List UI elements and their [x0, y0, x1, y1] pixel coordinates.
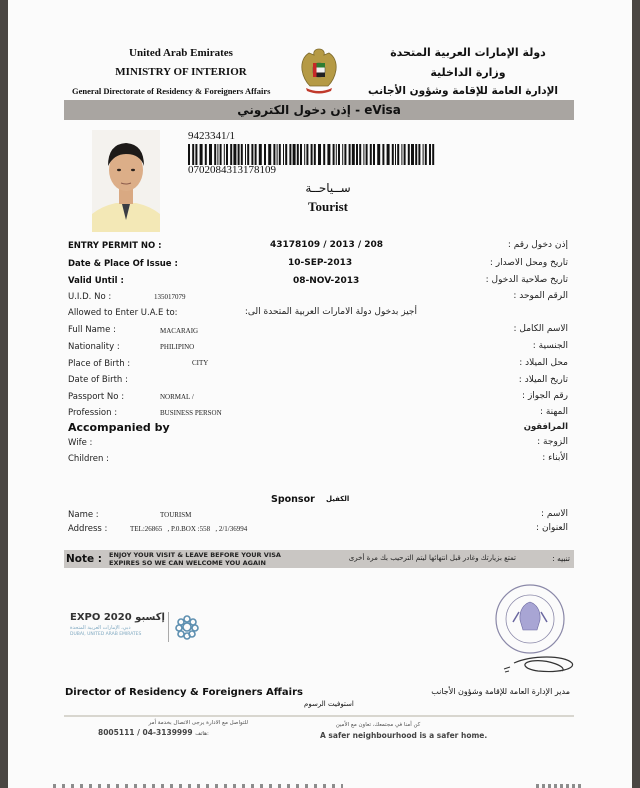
field-label-ar-place-of-birth: محل الميلاد : [519, 358, 568, 368]
expo-title: EXPO 2020 [70, 612, 132, 623]
sponsor-title-ar: الكفيل [326, 495, 350, 503]
director-title-en: Director of Residency & Foreigners Affairs [65, 687, 303, 698]
barcode-bar [423, 144, 424, 165]
barcode-bar [297, 144, 299, 165]
field-value-issue-date: 10-SEP-2013 [288, 258, 353, 268]
barcode-bar [268, 144, 271, 165]
field-label-allowed-to-enter: Allowed to Enter U.A.E to: [68, 308, 178, 318]
field-value-place-of-birth: CITY [192, 359, 209, 367]
barcode-bar [293, 144, 296, 165]
barcode-bar [259, 144, 262, 165]
print-footer-url-clipped [53, 784, 343, 788]
field-label-nationality: Nationality : [68, 342, 120, 352]
field-label-valid-until: Valid Until : [68, 276, 124, 286]
barcode-bar [195, 144, 197, 165]
barcode-bar [255, 144, 257, 165]
barcode-bar [217, 144, 218, 165]
barcode-bar [323, 144, 325, 165]
sponsor-address-value: TEL:26865 , P.0.BOX :558 , 2/1/36994 [130, 525, 248, 533]
footer-phone-number: 8005111 / 04-3139999 [98, 728, 193, 737]
barcode-bar [279, 144, 281, 165]
footer-contact-ar: للتواصل مع الادارة يرجى الاتصال بخدمة أمر [148, 720, 248, 726]
field-label-ar-uid: الرقم الموحد : [513, 291, 568, 301]
barcode-bottom-number: 0702084313178109 [188, 164, 276, 176]
field-label-profession: Profession : [68, 408, 118, 418]
field-label-ar-entry-permit: إذن دخول رقم : [507, 240, 568, 250]
barcode-bar [333, 144, 335, 165]
header-en-country: United Arab Emirates [129, 47, 233, 59]
barcode-bar [277, 144, 278, 165]
barcode-bar [342, 144, 343, 165]
barcode-bar [241, 144, 243, 165]
fees-paid-ar: استوفيت الرسوم [304, 700, 354, 708]
official-stamp-icon [489, 582, 571, 660]
barcode-bar [411, 144, 414, 165]
expo-sub-en: DUBAI, UNITED ARAB EMIRATES [70, 632, 142, 637]
barcode-bar [311, 144, 313, 165]
barcode-bar [366, 144, 368, 165]
barcode-bar [349, 144, 351, 165]
accompanied-title: Accompanied by [68, 421, 170, 434]
barcode-bar [273, 144, 275, 165]
header-en-directorate: General Directorate of Residency & Foreigners Affairs [72, 86, 271, 96]
field-label-ar-passport-no: رقم الجواز : [522, 391, 568, 401]
expo-sub-ar: دبي، الإمارات العربية المتحدة [70, 625, 131, 631]
sponsor-name-value: TOURISM [160, 511, 192, 519]
barcode-bar [251, 144, 253, 165]
header-ar-directorate: الإدارة العامة للإقامة وشؤون الأجانب [367, 85, 559, 97]
sponsor-name-label-ar: الاسم : [540, 509, 568, 519]
field-label-ar-date-of-birth: تاريخ الميلاد : [518, 375, 568, 385]
barcode-bar [395, 144, 396, 165]
evisa-document [8, 0, 632, 788]
field-label-issue-date: Date & Place Of Issue : [68, 259, 178, 269]
director-title-ar: مدير الإدارة العامة للإقامة وشؤون الأجانب [431, 687, 570, 696]
footer-slogan-en: A safer neighbourhood is a safer home. [320, 731, 488, 740]
barcode-bar [285, 144, 287, 165]
field-label-date-of-birth: Date of Birth : [68, 375, 128, 385]
children-label-ar: الأبناء : [542, 453, 568, 463]
signature-icon [502, 653, 582, 681]
sponsor-name-label: Name : [68, 510, 99, 520]
field-value-nationality: PHILIPINO [160, 343, 195, 351]
barcode-bar [314, 144, 316, 165]
note-text-en-line1: ENJOY YOUR VISIT & LEAVE BEFORE YOUR VISA [109, 551, 281, 559]
note-text-ar: تمتع بزيارتك وغادر قبل انتهائها ليتم الترحيب بك مرة أخرى [348, 554, 516, 562]
accompanied-title-ar: المرافقون [523, 422, 568, 432]
header-ar-ministry: وزارة الداخلية [430, 66, 506, 79]
barcode-bar [209, 144, 212, 165]
note-text-en [109, 551, 281, 567]
barcode-bar [344, 144, 346, 165]
sponsor-title: Sponsor [271, 494, 315, 505]
field-label-full-name: Full Name : [68, 325, 116, 335]
barcode-bar [425, 144, 427, 165]
barcode-bar [220, 144, 222, 165]
expo-2020-logo [70, 612, 200, 652]
barcode-bar [370, 144, 372, 165]
barcode-bar [327, 144, 330, 165]
wife-label: Wife : [68, 438, 93, 448]
barcode-bar [214, 144, 216, 165]
barcode-bar [306, 144, 308, 165]
barcode-bar [387, 144, 390, 165]
barcode-bar [200, 144, 203, 165]
expo-divider [168, 612, 169, 642]
field-label-ar-issue-date: تاريخ ومحل الاصدار : [489, 258, 568, 268]
footer-divider [64, 715, 574, 717]
barcode-bar [418, 144, 420, 165]
field-value-valid-until: 08-NOV-2013 [293, 276, 360, 286]
sponsor-address-label: Address : [68, 524, 108, 534]
field-value-uid: 135017079 [154, 293, 186, 301]
field-value-profession: BUSINESS PERSON [160, 409, 222, 417]
barcode-top-number: 9423341/1 [188, 130, 236, 142]
barcode-bar [404, 144, 406, 165]
field-value-entry-permit: 43178109 / 2013 / 208 [270, 240, 384, 250]
field-label-ar-full-name: الاسم الكامل : [513, 324, 568, 334]
barcode-bar [304, 144, 305, 165]
barcode-bars [188, 144, 438, 165]
footer-phone [98, 728, 209, 737]
barcode-bar [283, 144, 284, 165]
barcode-bar [352, 144, 355, 165]
barcode-bar [429, 144, 431, 165]
note-label: Note : [66, 553, 102, 565]
sponsor-address-label-ar: العنوان : [536, 523, 568, 533]
field-label-place-of-birth: Place of Birth : [68, 359, 131, 369]
wife-label-ar: الزوجة : [537, 437, 568, 447]
barcode-bar [415, 144, 417, 165]
footer-phone-label-ar: هاتف: [195, 731, 209, 737]
barcode-bar [300, 144, 302, 165]
applicant-photo [92, 130, 160, 232]
note-text-en-line2: EXPIRES SO WE CAN WELCOME YOU AGAIN [109, 559, 266, 567]
barcode-bar [205, 144, 207, 165]
evisa-banner: إذن دخول الكتروني - eVisa [64, 100, 574, 120]
barcode-bar [401, 144, 402, 165]
barcode-bar [373, 144, 375, 165]
field-label-ar-profession: المهنة : [539, 407, 568, 417]
barcode-bar [363, 144, 364, 165]
footer-slogan-ar: كن آمنا في مجتمعك، تعاون مع الأمين [335, 722, 421, 728]
field-label-ar-nationality: الجنسية : [532, 341, 568, 351]
barcode-bar [359, 144, 361, 165]
field-label-passport-no: Passport No : [68, 392, 125, 402]
barcode-bar [382, 144, 384, 165]
field-label-entry-permit: ENTRY PERMIT NO : [68, 241, 162, 251]
barcode-bar [432, 144, 434, 165]
note-label-ar: تنبيه : [552, 554, 570, 563]
barcode-bar [392, 144, 394, 165]
field-value-full-name: MACARAIG [160, 327, 199, 335]
barcode-bar [224, 144, 225, 165]
field-label-ar-allowed-to-enter: أجيز بدخول دولة الامارات العربية المتحدة الى: [244, 307, 417, 317]
barcode-bar [377, 144, 380, 165]
barcode-bar [289, 144, 291, 165]
barcode-bar [356, 144, 358, 165]
barcode-bar [245, 144, 246, 165]
header-ar-country: دولة الإمارات العربية المتحدة [390, 46, 546, 59]
barcode-bar [247, 144, 249, 165]
field-label-uid: U.I.D. No : [68, 292, 112, 302]
expo-title-ar: إكسبو [135, 612, 165, 623]
barcode-bar [408, 144, 410, 165]
barcode-bar [238, 144, 240, 165]
header-en-ministry: MINISTRY OF INTERIOR [115, 66, 247, 78]
barcode-bar [264, 144, 266, 165]
visa-type-ar: ســياحــة [305, 181, 351, 195]
barcode-bar [192, 144, 194, 165]
barcode-bar [233, 144, 236, 165]
print-footer-date-clipped [536, 784, 582, 788]
field-value-passport-no: NORMAL / [160, 393, 194, 401]
barcode-bar [336, 144, 337, 165]
expo-rosette-icon [174, 614, 200, 644]
barcode-bar [397, 144, 399, 165]
barcode-bar [338, 144, 340, 165]
barcode [188, 144, 438, 165]
visa-type-en: Tourist [308, 199, 348, 214]
barcode-bar [230, 144, 232, 165]
note-bar [64, 550, 574, 568]
field-label-ar-valid-until: تاريخ صلاحية الدخول : [485, 275, 568, 285]
barcode-bar [318, 144, 321, 165]
barcode-bar [188, 144, 190, 165]
children-label: Children : [68, 454, 109, 464]
barcode-bar [226, 144, 228, 165]
